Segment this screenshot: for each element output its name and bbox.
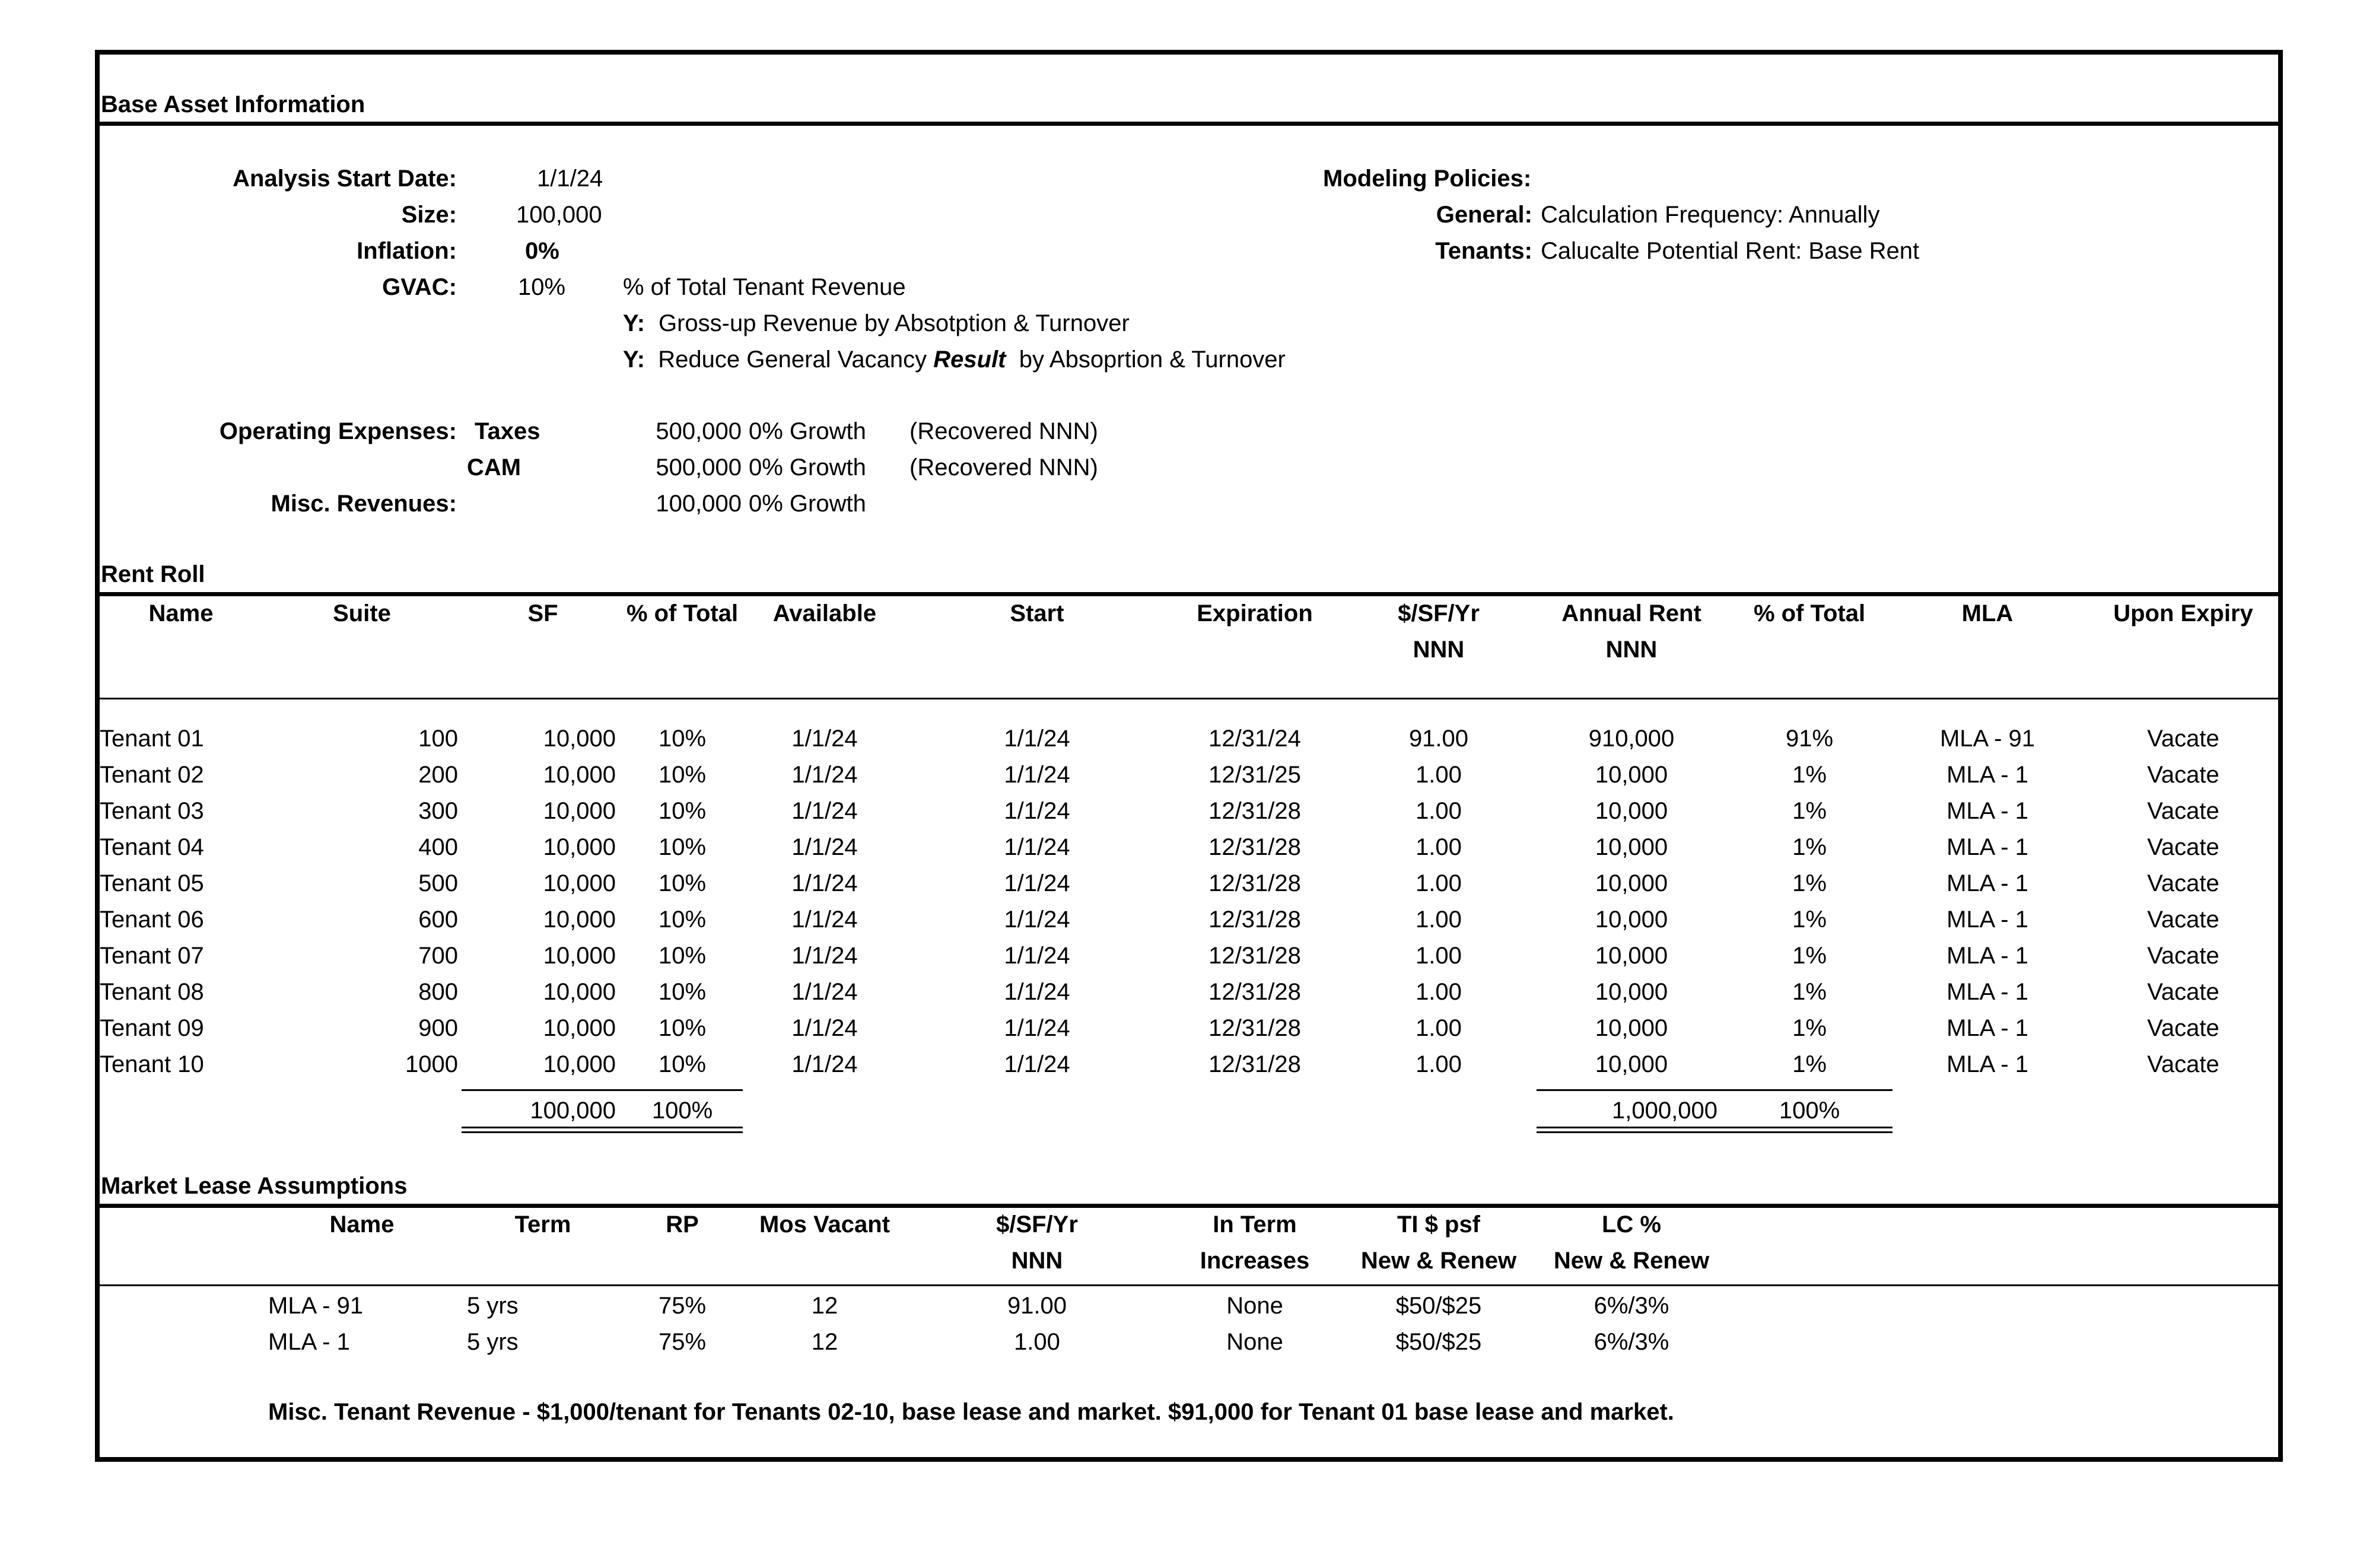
col-header-sf: SF xyxy=(527,600,558,626)
modeling-policies-title: Modeling Policies: xyxy=(1323,166,1532,192)
total-annual-rent-pct: 100% xyxy=(1779,1098,1840,1124)
ml-header-increases: Increases xyxy=(1200,1248,1310,1274)
cell-expiration: 12/31/28 xyxy=(1208,907,1301,933)
total-double-rule xyxy=(462,1131,743,1133)
cell-start: 1/1/24 xyxy=(1004,907,1070,933)
cell-name: Tenant 07 xyxy=(100,943,204,969)
col-header-start: Start xyxy=(1010,600,1064,626)
cell-sf: 10,000 xyxy=(543,1015,616,1041)
cell-expiration: 12/31/28 xyxy=(1208,1051,1301,1077)
ml-cell-name: MLA - 91 xyxy=(268,1293,364,1319)
cell-upon-expiry: Vacate xyxy=(2147,726,2219,752)
cell-upon-expiry: Vacate xyxy=(2147,1051,2219,1077)
cell-pct-total: 10% xyxy=(658,726,707,752)
section-divider xyxy=(95,122,2283,126)
col-header-psf: $/SF/Yr xyxy=(1398,600,1480,626)
cell-sf: 10,000 xyxy=(543,762,616,788)
cell-pct-total-2: 1% xyxy=(1792,907,1827,933)
misc-revenues-growth: 0% Growth xyxy=(749,491,866,517)
gvac-flag2 xyxy=(623,345,1286,374)
col-header-name: Name xyxy=(148,600,214,626)
cell-available: 1/1/24 xyxy=(791,762,858,788)
analysis-start-date-value: 1/1/24 xyxy=(537,166,603,192)
cell-annual-rent: 10,000 xyxy=(1595,1015,1668,1041)
cell-expiration: 12/31/28 xyxy=(1208,1015,1301,1041)
cell-suite: 800 xyxy=(418,979,458,1005)
size-label: Size: xyxy=(401,202,457,228)
cell-pct-total-2: 1% xyxy=(1792,943,1827,969)
ml-header-psf-sub: NNN xyxy=(1011,1248,1063,1274)
ml-cell-ti: $50/$25 xyxy=(1395,1293,1482,1319)
total-annual-rent: 1,000,000 xyxy=(1612,1098,1717,1124)
ml-cell-name: MLA - 1 xyxy=(268,1329,350,1355)
cell-psf: 1.00 xyxy=(1416,1051,1462,1077)
opex-row-amount: 500,000 xyxy=(656,454,742,481)
col-header-available: Available xyxy=(772,600,877,626)
cell-start: 1/1/24 xyxy=(1004,870,1070,896)
cell-sf: 10,000 xyxy=(543,798,616,824)
cell-annual-rent: 10,000 xyxy=(1595,798,1668,824)
cell-upon-expiry: Vacate xyxy=(2147,762,2219,788)
cell-pct-total-2: 91% xyxy=(1785,726,1834,752)
cell-name: Tenant 09 xyxy=(100,1015,204,1041)
cell-sf: 10,000 xyxy=(543,907,616,933)
ml-header-mos-vacant: Mos Vacant xyxy=(759,1211,890,1238)
cell-suite: 900 xyxy=(418,1015,458,1041)
tenants-label: Tenants: xyxy=(1435,238,1532,264)
cell-psf: 1.00 xyxy=(1416,870,1462,896)
cell-mla: MLA - 1 xyxy=(1946,1015,2028,1041)
cell-psf: 1.00 xyxy=(1416,762,1462,788)
cell-mla: MLA - 1 xyxy=(1946,870,2028,896)
cell-available: 1/1/24 xyxy=(791,726,858,752)
cell-annual-rent: 10,000 xyxy=(1595,1051,1668,1077)
subtotal-rule xyxy=(1537,1089,1893,1091)
cell-start: 1/1/24 xyxy=(1004,762,1070,788)
cell-name: Tenant 05 xyxy=(100,870,204,896)
cell-available: 1/1/24 xyxy=(791,943,858,969)
cell-suite: 300 xyxy=(418,798,458,824)
ml-header-ti-sub: New & Renew xyxy=(1360,1248,1517,1274)
ml-header-lc: LC % xyxy=(1602,1211,1661,1238)
cell-pct-total: 10% xyxy=(658,907,707,933)
ml-header-lc-sub: New & Renew xyxy=(1553,1248,1710,1274)
ml-cell-increases: None xyxy=(1226,1293,1283,1319)
cell-upon-expiry: Vacate xyxy=(2147,834,2219,860)
ml-header-ti: TI $ psf xyxy=(1397,1211,1481,1238)
cell-available: 1/1/24 xyxy=(791,979,858,1005)
cell-sf: 10,000 xyxy=(543,726,616,752)
cell-available: 1/1/24 xyxy=(791,834,858,860)
gvac-flag1-key: Y: xyxy=(623,310,645,336)
cell-name: Tenant 04 xyxy=(100,834,204,860)
cell-sf: 10,000 xyxy=(543,1051,616,1077)
ml-cell-rp: 75% xyxy=(658,1293,707,1319)
cell-psf: 1.00 xyxy=(1416,834,1462,860)
ml-cell-mos-vacant: 12 xyxy=(811,1329,838,1355)
cell-expiration: 12/31/25 xyxy=(1208,762,1301,788)
cell-name: Tenant 06 xyxy=(100,907,204,933)
misc-tenant-revenue-note: Misc. Tenant Revenue - $1,000/tenant for Tenants 02-10, base lease and market. $91,000 for Tenant 01 base lease and market. xyxy=(268,1399,1674,1425)
ml-header-rp: RP xyxy=(666,1211,699,1238)
cell-pct-total: 10% xyxy=(658,870,707,896)
general-label: General: xyxy=(1436,202,1532,228)
cell-expiration: 12/31/24 xyxy=(1208,726,1301,752)
cell-start: 1/1/24 xyxy=(1004,943,1070,969)
cell-suite: 500 xyxy=(418,870,458,896)
col-header-pct-total-2: % of Total xyxy=(1753,600,1866,626)
opex-row-name: Taxes xyxy=(475,418,540,444)
cell-sf: 10,000 xyxy=(543,943,616,969)
col-header-suite: Suite xyxy=(333,600,391,626)
misc-revenues-amount: 100,000 xyxy=(656,491,742,517)
cell-sf: 10,000 xyxy=(543,870,616,896)
cell-sf: 10,000 xyxy=(543,979,616,1005)
inflation-label: Inflation: xyxy=(357,238,457,264)
ml-header-in-term: In Term xyxy=(1213,1211,1297,1238)
ml-cell-psf: 1.00 xyxy=(1014,1329,1060,1355)
cell-start: 1/1/24 xyxy=(1004,798,1070,824)
inflation-value: 0% xyxy=(525,238,559,264)
ml-header-psf: $/SF/Yr xyxy=(996,1211,1078,1238)
cell-mla: MLA - 1 xyxy=(1946,979,2028,1005)
analysis-start-date-label: Analysis Start Date: xyxy=(233,166,457,192)
cell-pct-total: 10% xyxy=(658,1015,707,1041)
cell-pct-total: 10% xyxy=(658,762,707,788)
total-double-rule xyxy=(1537,1127,1893,1128)
cell-upon-expiry: Vacate xyxy=(2147,1015,2219,1041)
section-title-market-leases: Market Lease Assumptions xyxy=(101,1173,408,1199)
cell-pct-total: 10% xyxy=(658,798,707,824)
total-double-rule xyxy=(1537,1131,1893,1133)
cell-psf: 1.00 xyxy=(1416,1015,1462,1041)
cell-name: Tenant 02 xyxy=(100,762,204,788)
cell-mla: MLA - 91 xyxy=(1939,726,2035,752)
cell-pct-total-2: 1% xyxy=(1792,979,1827,1005)
cell-name: Tenant 03 xyxy=(100,798,204,824)
cell-upon-expiry: Vacate xyxy=(2147,943,2219,969)
opex-row-growth: 0% Growth xyxy=(749,454,866,481)
cell-name: Tenant 08 xyxy=(100,979,204,1005)
cell-suite: 400 xyxy=(418,834,458,860)
cell-psf: 1.00 xyxy=(1416,979,1462,1005)
cell-available: 1/1/24 xyxy=(791,907,858,933)
total-sf: 100,000 xyxy=(530,1098,616,1124)
cell-suite: 700 xyxy=(418,943,458,969)
cell-mla: MLA - 1 xyxy=(1946,943,2028,969)
cell-pct-total-2: 1% xyxy=(1792,762,1827,788)
cell-pct-total-2: 1% xyxy=(1792,870,1827,896)
section-title-rent-roll: Rent Roll xyxy=(101,561,205,587)
cell-upon-expiry: Vacate xyxy=(2147,979,2219,1005)
ml-header-term: Term xyxy=(514,1211,571,1238)
opex-row-amount: 500,000 xyxy=(656,418,742,444)
ml-cell-rp: 75% xyxy=(658,1329,707,1355)
ml-cell-lc: 6%/3% xyxy=(1594,1329,1669,1355)
cell-available: 1/1/24 xyxy=(791,1051,858,1077)
col-header-annual-rent: Annual Rent xyxy=(1561,600,1701,626)
total-double-rule xyxy=(462,1127,743,1128)
gvac-label: GVAC: xyxy=(382,274,457,300)
table-divider xyxy=(95,698,2283,699)
opex-row-name: CAM xyxy=(467,454,521,481)
col-header-annual-rent-sub: NNN xyxy=(1605,637,1658,663)
cell-expiration: 12/31/28 xyxy=(1208,870,1301,896)
opex-label: Operating Expenses: xyxy=(219,418,457,444)
cell-pct-total: 10% xyxy=(658,1051,707,1077)
cell-mla: MLA - 1 xyxy=(1946,762,2028,788)
cell-annual-rent: 910,000 xyxy=(1588,726,1675,752)
opex-row-note: (Recovered NNN) xyxy=(909,418,1098,444)
cell-pct-total-2: 1% xyxy=(1792,798,1827,824)
cell-psf: 1.00 xyxy=(1416,907,1462,933)
section-title-base-asset: Base Asset Information xyxy=(101,91,365,117)
col-header-upon-expiry: Upon Expiry xyxy=(2113,600,2253,626)
cell-mla: MLA - 1 xyxy=(1946,798,2028,824)
section-divider xyxy=(95,1204,2283,1208)
cell-pct-total: 10% xyxy=(658,834,707,860)
cell-available: 1/1/24 xyxy=(791,798,858,824)
col-header-pct-total: % of Total xyxy=(626,600,739,626)
col-header-psf-sub: NNN xyxy=(1413,637,1465,663)
cell-name: Tenant 01 xyxy=(100,726,204,752)
ml-header-name: Name xyxy=(329,1211,395,1238)
ml-cell-term: 5 yrs xyxy=(467,1293,519,1319)
opex-row-note: (Recovered NNN) xyxy=(909,454,1098,481)
cell-sf: 10,000 xyxy=(543,834,616,860)
total-sf-pct: 100% xyxy=(651,1098,713,1124)
cell-annual-rent: 10,000 xyxy=(1595,979,1668,1005)
ml-cell-increases: None xyxy=(1226,1329,1283,1355)
cell-available: 1/1/24 xyxy=(791,1015,858,1041)
gvac-value: 10% xyxy=(518,274,566,300)
cell-expiration: 12/31/28 xyxy=(1208,943,1301,969)
col-header-mla: MLA xyxy=(1961,600,2014,626)
cell-annual-rent: 10,000 xyxy=(1595,834,1668,860)
cell-start: 1/1/24 xyxy=(1004,1015,1070,1041)
section-divider xyxy=(95,592,2283,596)
ml-cell-mos-vacant: 12 xyxy=(811,1293,838,1319)
cell-pct-total-2: 1% xyxy=(1792,1051,1827,1077)
cell-pct-total: 10% xyxy=(658,943,707,969)
cell-expiration: 12/31/28 xyxy=(1208,798,1301,824)
cell-pct-total: 10% xyxy=(658,979,707,1005)
cell-expiration: 12/31/28 xyxy=(1208,834,1301,860)
ml-cell-ti: $50/$25 xyxy=(1395,1329,1482,1355)
cell-available: 1/1/24 xyxy=(791,870,858,896)
cell-mla: MLA - 1 xyxy=(1946,907,2028,933)
cell-start: 1/1/24 xyxy=(1004,1051,1070,1077)
gvac-flag2-post: by Absoprtion & Turnover xyxy=(1019,346,1286,373)
ml-cell-lc: 6%/3% xyxy=(1594,1293,1669,1319)
cell-suite: 100 xyxy=(418,726,458,752)
cell-mla: MLA - 1 xyxy=(1946,834,2028,860)
general-value: Calculation Frequency: Annually xyxy=(1541,202,1880,228)
cell-psf: 91.00 xyxy=(1408,726,1469,752)
cell-suite: 200 xyxy=(418,762,458,788)
cell-mla: MLA - 1 xyxy=(1946,1051,2028,1077)
table-divider xyxy=(95,1284,2283,1286)
cell-upon-expiry: Vacate xyxy=(2147,870,2219,896)
cell-psf: 1.00 xyxy=(1416,798,1462,824)
cell-upon-expiry: Vacate xyxy=(2147,798,2219,824)
cell-annual-rent: 10,000 xyxy=(1595,870,1668,896)
size-value: 100,000 xyxy=(516,202,602,228)
col-header-expiration: Expiration xyxy=(1197,600,1313,626)
cell-expiration: 12/31/28 xyxy=(1208,979,1301,1005)
opex-row-growth: 0% Growth xyxy=(749,418,866,444)
subtotal-rule xyxy=(462,1089,743,1091)
cell-upon-expiry: Vacate xyxy=(2147,907,2219,933)
gvac-flag1-text: Gross-up Revenue by Absotption & Turnover xyxy=(659,310,1130,336)
gvac-basis: % of Total Tenant Revenue xyxy=(623,274,906,300)
cell-annual-rent: 10,000 xyxy=(1595,907,1668,933)
cell-name: Tenant 10 xyxy=(100,1051,204,1077)
tenants-value: Calucalte Potential Rent: Base Rent xyxy=(1541,238,1920,264)
cell-pct-total-2: 1% xyxy=(1792,1015,1827,1041)
gvac-flag2-key: Y: xyxy=(623,346,645,373)
cell-suite: 1000 xyxy=(405,1051,458,1077)
gvac-flag2-emph: Result xyxy=(933,346,1006,373)
cell-annual-rent: 10,000 xyxy=(1595,762,1668,788)
misc-revenues-label: Misc. Revenues: xyxy=(271,491,457,517)
cell-psf: 1.00 xyxy=(1416,943,1462,969)
cell-pct-total-2: 1% xyxy=(1792,834,1827,860)
ml-cell-psf: 91.00 xyxy=(1007,1293,1067,1319)
cell-start: 1/1/24 xyxy=(1004,726,1070,752)
cell-start: 1/1/24 xyxy=(1004,834,1070,860)
ml-cell-term: 5 yrs xyxy=(467,1329,519,1355)
cell-suite: 600 xyxy=(418,907,458,933)
cell-start: 1/1/24 xyxy=(1004,979,1070,1005)
cell-annual-rent: 10,000 xyxy=(1595,943,1668,969)
gvac-flag2-pre: Reduce General Vacancy xyxy=(658,346,927,373)
